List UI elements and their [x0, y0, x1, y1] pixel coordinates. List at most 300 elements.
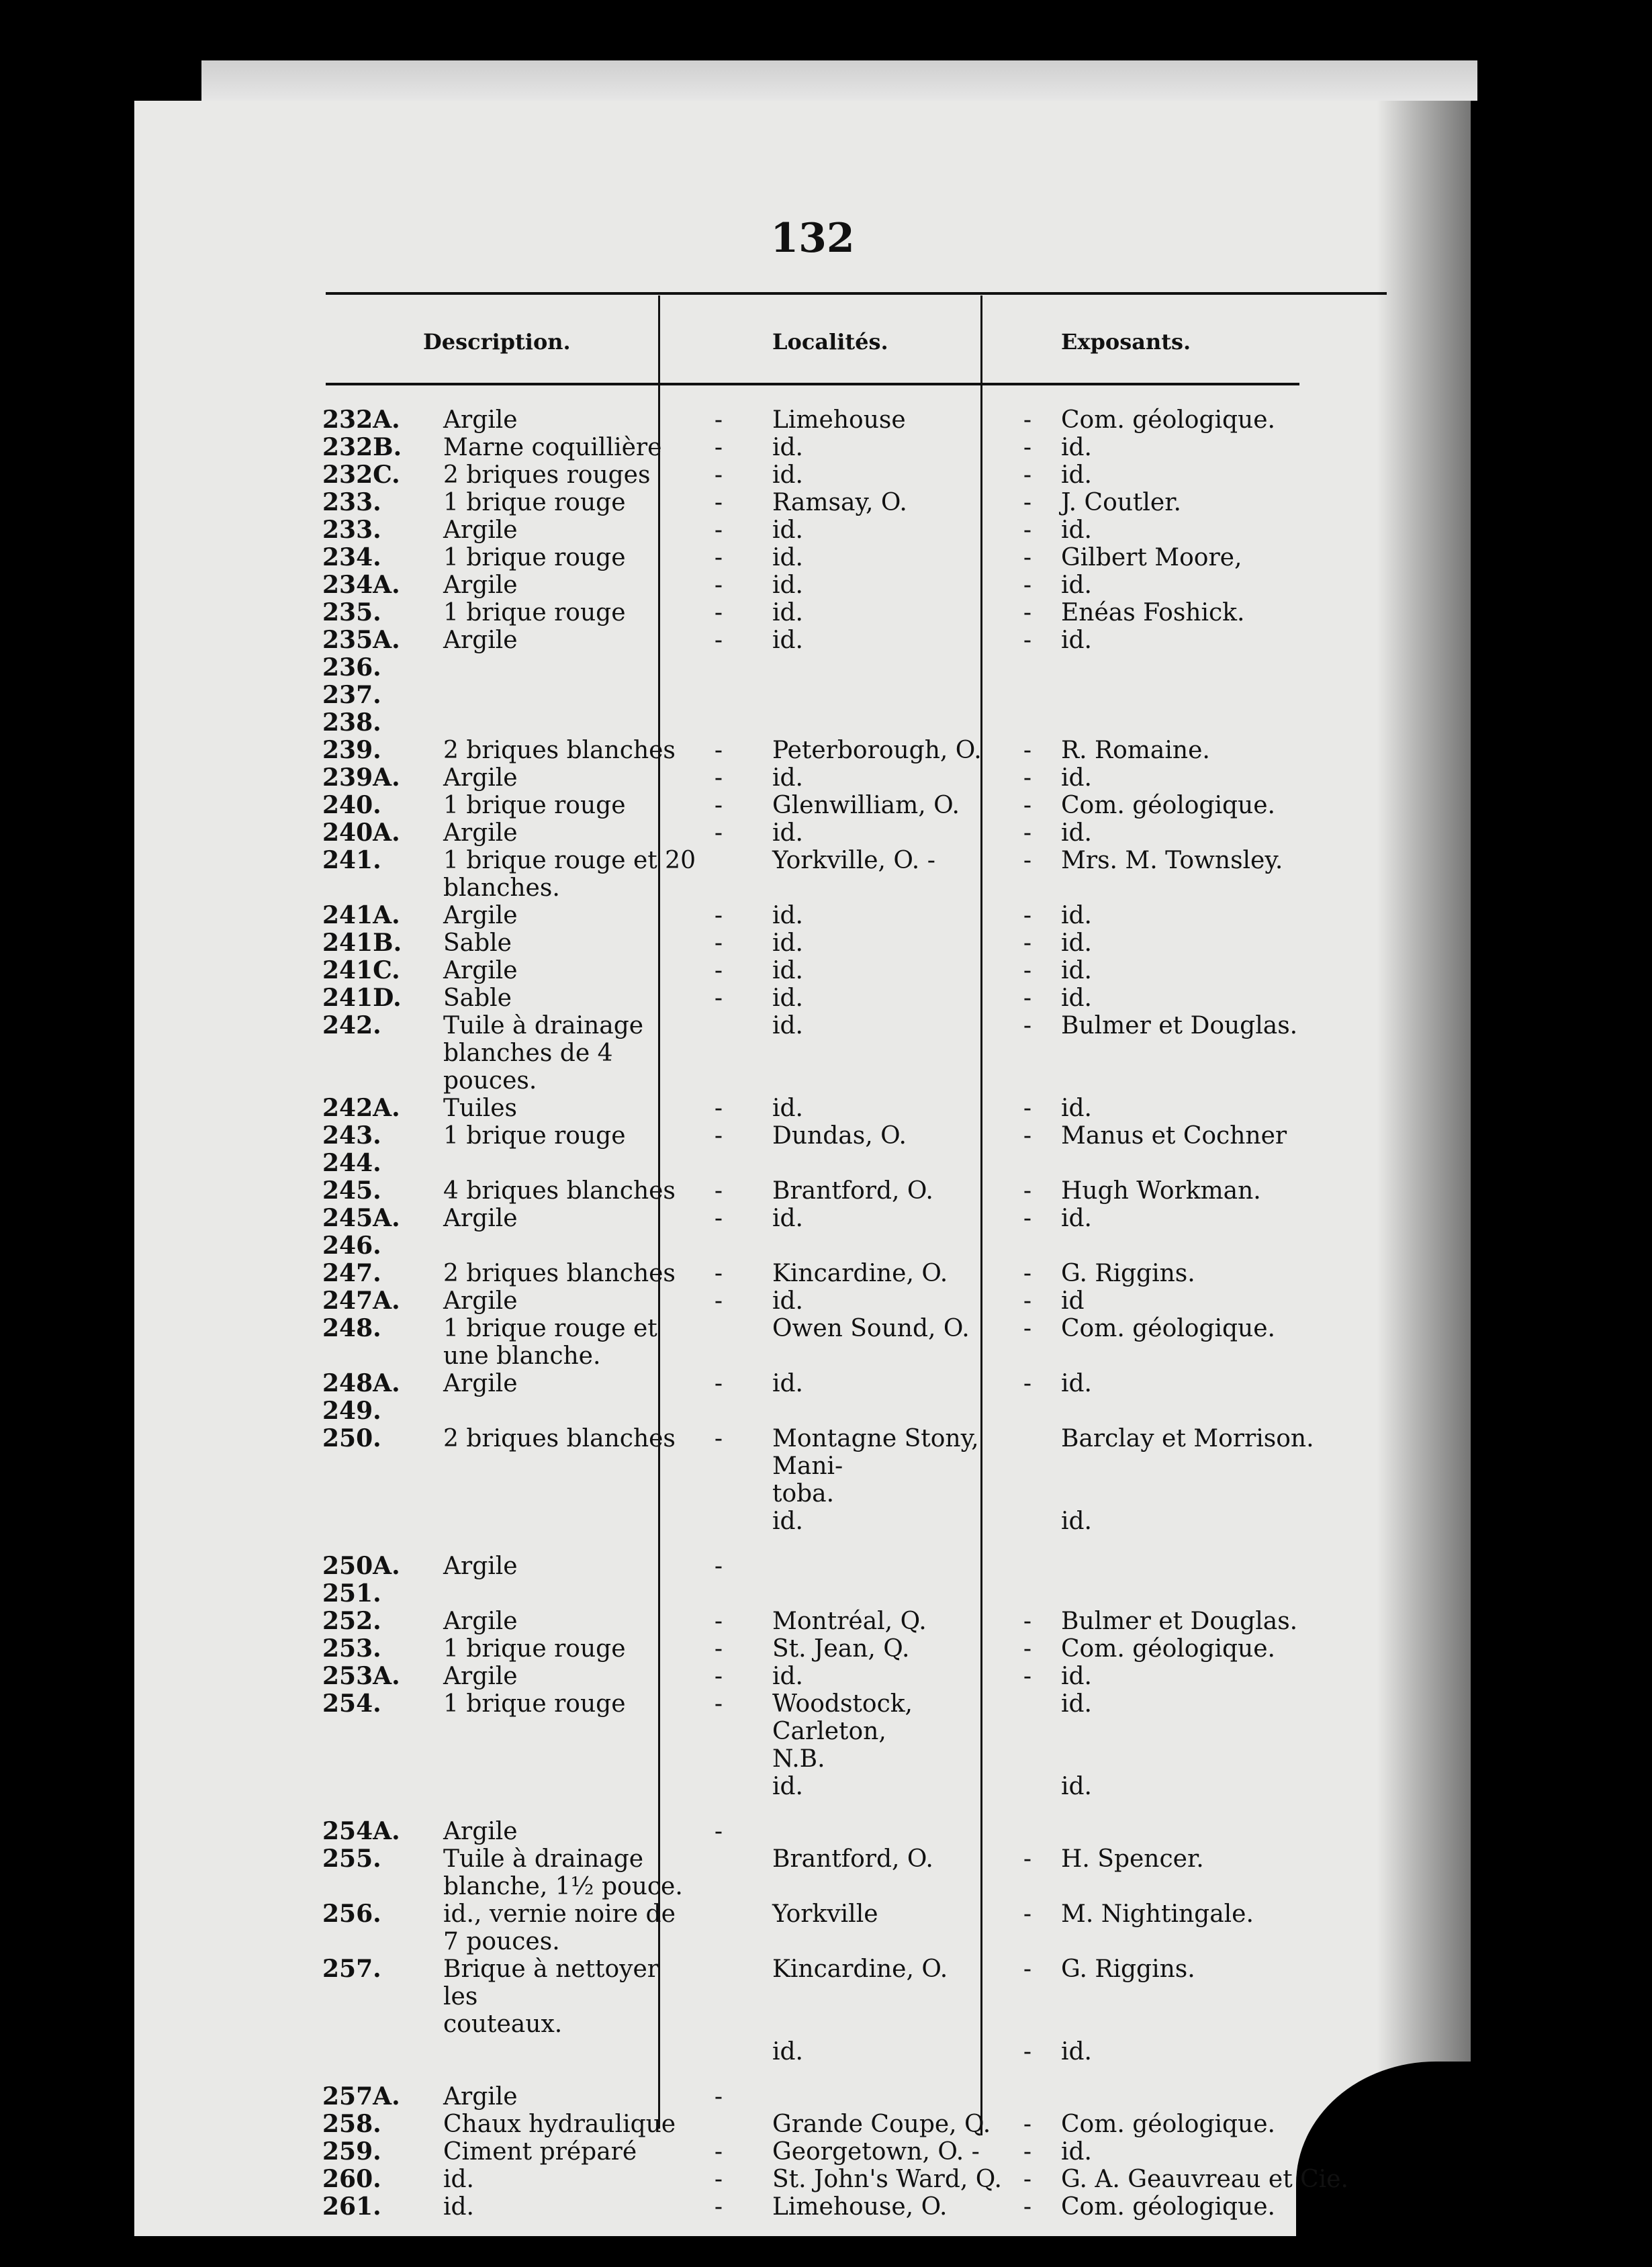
- entry-number: 249.: [322, 1397, 381, 1425]
- entry-number: 257A.: [322, 2082, 400, 2111]
- table-row: [134, 819, 1471, 847]
- entry-exhibitor: Gilbert Moore,: [1061, 544, 1242, 571]
- entry-dash: -: [714, 1095, 723, 1122]
- entry-number: 241A.: [322, 901, 400, 929]
- table-row: [134, 1150, 1471, 1177]
- entry-dash: -: [714, 544, 723, 571]
- entry-exhibitor: id.: [1061, 819, 1093, 847]
- table-row: [134, 1205, 1471, 1232]
- table-row: [134, 544, 1471, 571]
- table-row: [134, 2166, 1471, 2193]
- entry-number: 257.: [322, 1955, 381, 1983]
- table-row: [134, 984, 1471, 1012]
- entry-number: 251.: [322, 1579, 381, 1608]
- entry-locality: id.: [772, 819, 804, 847]
- entry-dash: -: [1023, 1955, 1032, 1983]
- entry-locality: id.: [772, 461, 804, 489]
- entry-dash: -: [1023, 1900, 1032, 1928]
- table-row: [134, 764, 1471, 792]
- entry-locality: St. John's Ward, Q.: [772, 2166, 1002, 2193]
- entry-dash: -: [1023, 1260, 1032, 1287]
- entry-dash: -: [1023, 764, 1032, 792]
- entry-description: Tuile à drainage blanche, 1½ pouce.: [443, 1845, 683, 1900]
- table-row: [134, 1370, 1471, 1397]
- entry-dash: -: [714, 984, 723, 1012]
- table-row: [134, 489, 1471, 516]
- table-row: [134, 1663, 1471, 1690]
- entry-locality: Woodstock, Carleton, N.B.: [772, 1690, 913, 1773]
- entry-dash: -: [714, 406, 723, 434]
- entry-description: Sable: [443, 984, 512, 1012]
- entry-description: 1 brique rouge: [443, 489, 626, 516]
- entry-description: id.: [443, 2193, 475, 2221]
- entry-locality: id.: [772, 984, 804, 1012]
- entry-locality: Kincardine, O.: [772, 1955, 948, 1983]
- page-edge-strip: [201, 60, 1477, 101]
- entry-exhibitor: Com. géologique.: [1061, 1635, 1275, 1663]
- entry-dash: -: [714, 1690, 723, 1718]
- table-row: [134, 2038, 1471, 2066]
- entry-number: 233.: [322, 488, 381, 516]
- entry-exhibitor: Bulmer et Douglas.: [1061, 1608, 1298, 1635]
- entry-locality: id.: [772, 434, 804, 461]
- table-row: [134, 1397, 1471, 1425]
- entry-dash: -: [1023, 1845, 1032, 1873]
- entry-locality: Owen Sound, O.: [772, 1315, 970, 1342]
- entry-locality: Glenwilliam, O.: [772, 792, 960, 819]
- entry-dash: -: [1023, 1287, 1032, 1315]
- entry-exhibitor: M. Nightingale.: [1061, 1900, 1254, 1928]
- entry-description: Argile: [443, 1553, 518, 1580]
- entry-exhibitor: G. Riggins.: [1061, 1260, 1195, 1287]
- entry-description: Argile: [443, 627, 518, 654]
- table-row: [134, 1818, 1471, 1845]
- entry-exhibitor: G. A. Geauvreau et Cie.: [1061, 2166, 1348, 2193]
- entry-dash: -: [714, 516, 723, 544]
- entry-exhibitor: id.: [1061, 1205, 1093, 1232]
- entry-number: 241C.: [322, 956, 400, 984]
- entry-dash: -: [714, 489, 723, 516]
- entry-dash: -: [1023, 1315, 1032, 1342]
- entry-dash: -: [1023, 1095, 1032, 1122]
- table-row: [134, 599, 1471, 627]
- entry-number: 233.: [322, 516, 381, 544]
- entry-locality: id.: [772, 957, 804, 984]
- entry-number: 235.: [322, 598, 381, 627]
- entry-locality: id.: [772, 599, 804, 627]
- entry-exhibitor: G. Riggins.: [1061, 1955, 1195, 1983]
- entry-number: 259.: [322, 2137, 381, 2166]
- entry-description: Sable: [443, 929, 512, 957]
- entry-dash: -: [714, 957, 723, 984]
- table-row: [134, 1260, 1471, 1287]
- entry-exhibitor: id.: [1061, 764, 1093, 792]
- entry-locality: St. Jean, Q.: [772, 1635, 910, 1663]
- entry-locality: id.: [772, 1370, 804, 1397]
- entry-description: 1 brique rouge: [443, 1690, 626, 1718]
- entry-exhibitor: Mrs. M. Townsley.: [1061, 847, 1283, 874]
- entry-number: 232B.: [322, 433, 402, 461]
- entry-number: 234.: [322, 543, 381, 571]
- entry-number: 237.: [322, 681, 381, 709]
- entry-number: 254A.: [322, 1817, 400, 1845]
- entry-description: 1 brique rouge: [443, 544, 626, 571]
- entry-dash: -: [714, 1205, 723, 1232]
- entry-locality: Peterborough, O.: [772, 737, 982, 764]
- table-row: [134, 2111, 1471, 2138]
- header-bottom-rule: [326, 383, 1299, 385]
- table-row: [134, 461, 1471, 489]
- entry-number: 245A.: [322, 1204, 400, 1232]
- header-description: Description.: [423, 329, 571, 355]
- entry-exhibitor: Com. géologique.: [1061, 2111, 1275, 2138]
- table-row: [134, 627, 1471, 654]
- entry-locality: id.: [772, 1095, 804, 1122]
- entry-dash: -: [1023, 516, 1032, 544]
- entry-locality: Dundas, O.: [772, 1122, 907, 1150]
- entry-number: 248.: [322, 1314, 381, 1342]
- entry-dash: -: [1023, 1122, 1032, 1150]
- entry-dash: -: [1023, 2193, 1032, 2221]
- entry-exhibitor: id.: [1061, 1370, 1093, 1397]
- entry-exhibitor: Manus et Cochner: [1061, 1122, 1287, 1150]
- table-row: [134, 406, 1471, 434]
- entry-exhibitor: id: [1061, 1287, 1085, 1315]
- table-row: [134, 847, 1471, 902]
- entry-exhibitor: id.: [1061, 627, 1093, 654]
- entry-locality: Limehouse: [772, 406, 906, 434]
- entry-description: Argile: [443, 902, 518, 929]
- entry-locality: id.: [772, 544, 804, 571]
- entry-exhibitor: id.: [1061, 571, 1093, 599]
- entry-exhibitor: H. Spencer.: [1061, 1845, 1204, 1873]
- entry-description: Argile: [443, 571, 518, 599]
- page-sheet: [134, 101, 1471, 2236]
- table-row: [134, 1287, 1471, 1315]
- entry-locality: Kincardine, O.: [772, 1260, 948, 1287]
- entry-dash: -: [714, 1425, 723, 1452]
- entry-number: 244.: [322, 1149, 381, 1177]
- entry-locality: id.: [772, 2038, 804, 2066]
- entry-dash: -: [714, 1260, 723, 1287]
- entry-locality: Montréal, Q.: [772, 1608, 927, 1635]
- entry-number: 255.: [322, 1845, 381, 1873]
- entry-dash: -: [1023, 984, 1032, 1012]
- header-top-rule: [326, 292, 1387, 295]
- table-row: [134, 516, 1471, 544]
- entry-dash: -: [714, 2083, 723, 2111]
- table-row: [134, 709, 1471, 737]
- entry-dash: -: [1023, 2111, 1032, 2138]
- entry-description: 2 briques rouges: [443, 461, 651, 489]
- entry-number: 254.: [322, 1690, 381, 1718]
- entry-dash: -: [714, 792, 723, 819]
- table-row: [134, 1845, 1471, 1900]
- entry-number: 243.: [322, 1121, 381, 1150]
- table-row: [134, 1900, 1471, 1955]
- entry-locality: Yorkville: [772, 1900, 878, 1928]
- entry-dash: -: [714, 737, 723, 764]
- entry-dash: -: [1023, 489, 1032, 516]
- entry-dash: -: [714, 1553, 723, 1580]
- entry-exhibitor: id.: [1061, 2138, 1093, 2166]
- entry-dash: -: [714, 929, 723, 957]
- entry-exhibitor: id.: [1061, 1095, 1093, 1122]
- entry-dash: -: [1023, 929, 1032, 957]
- table-row: [134, 682, 1471, 709]
- entry-description: Argile: [443, 516, 518, 544]
- entry-number: 240A.: [322, 819, 400, 847]
- entry-locality: Montagne Stony, Mani- toba.: [772, 1425, 979, 1508]
- entry-exhibitor: Bulmer et Douglas.: [1061, 1012, 1298, 1039]
- entry-locality: id.: [772, 516, 804, 544]
- entry-description: 1 brique rouge: [443, 792, 626, 819]
- entry-exhibitor: Com. géologique.: [1061, 1315, 1275, 1342]
- entry-number: 250.: [322, 1424, 381, 1452]
- entry-dash: -: [1023, 461, 1032, 489]
- entry-number: 248A.: [322, 1369, 400, 1397]
- entry-dash: -: [714, 1177, 723, 1205]
- entry-locality: Brantford, O.: [772, 1177, 933, 1205]
- entry-dash: -: [714, 1287, 723, 1315]
- entry-locality: Grande Coupe, Q.: [772, 2111, 991, 2138]
- entry-number: 261.: [322, 2192, 381, 2221]
- entry-number: 238.: [322, 708, 381, 737]
- entry-locality: id.: [772, 627, 804, 654]
- entry-number: 260.: [322, 2165, 381, 2193]
- table-row: [134, 1580, 1471, 1608]
- entry-dash: -: [1023, 434, 1032, 461]
- table-row: [134, 737, 1471, 764]
- entry-dash: -: [714, 571, 723, 599]
- table-row: [134, 1425, 1471, 1508]
- entry-dash: -: [714, 1635, 723, 1663]
- entry-locality: id.: [772, 902, 804, 929]
- entry-number: 232C.: [322, 461, 400, 489]
- entry-number: 232A.: [322, 406, 400, 434]
- entry-number: 239A.: [322, 764, 400, 792]
- entry-locality: id.: [772, 1012, 804, 1039]
- entry-dash: -: [1023, 571, 1032, 599]
- entry-dash: -: [1023, 957, 1032, 984]
- entry-locality: id.: [772, 1773, 804, 1800]
- entry-dash: -: [1023, 737, 1032, 764]
- entry-dash: -: [714, 599, 723, 627]
- entry-number: 253A.: [322, 1662, 400, 1690]
- table-row: [134, 1177, 1471, 1205]
- entry-dash: -: [714, 461, 723, 489]
- table-row: [134, 1608, 1471, 1635]
- entry-dash: -: [1023, 819, 1032, 847]
- table-row: [134, 571, 1471, 599]
- entry-dash: -: [1023, 1370, 1032, 1397]
- entry-dash: -: [714, 1608, 723, 1635]
- header-exhibitor: Exposants.: [1061, 329, 1191, 355]
- entry-exhibitor: id.: [1061, 434, 1093, 461]
- table-row: [134, 1508, 1471, 1535]
- entry-number: 242A.: [322, 1094, 400, 1122]
- entry-number: 253.: [322, 1634, 381, 1663]
- entry-exhibitor: Enéas Foshick.: [1061, 599, 1245, 627]
- entry-description: 1 brique rouge et 20 blanches.: [443, 847, 696, 902]
- entry-dash: -: [1023, 1635, 1032, 1663]
- entry-locality: id.: [772, 1205, 804, 1232]
- entry-description: Tuile à drainage blanches de 4 pouces.: [443, 1012, 644, 1095]
- entry-exhibitor: id.: [1061, 461, 1093, 489]
- entry-dash: -: [1023, 2138, 1032, 2166]
- entry-locality: id.: [772, 1508, 804, 1535]
- entry-exhibitor: J. Coutler.: [1061, 489, 1181, 516]
- entry-exhibitor: Hugh Workman.: [1061, 1177, 1261, 1205]
- entry-dash: -: [1023, 792, 1032, 819]
- entry-description: Brique à nettoyer les couteaux.: [443, 1955, 659, 2038]
- table-row: [134, 902, 1471, 929]
- entry-dash: -: [1023, 1177, 1032, 1205]
- table-row: [134, 2193, 1471, 2221]
- entry-description: Argile: [443, 1818, 518, 1845]
- entry-locality: id.: [772, 1663, 804, 1690]
- entry-number: 252.: [322, 1607, 381, 1635]
- table-row: [134, 1773, 1471, 1800]
- entry-exhibitor: id.: [1061, 1508, 1093, 1535]
- entry-locality: id.: [772, 929, 804, 957]
- entry-number: 240.: [322, 791, 381, 819]
- entry-number: 246.: [322, 1232, 381, 1260]
- entry-dash: -: [1023, 1012, 1032, 1039]
- entry-description: Argile: [443, 1287, 518, 1315]
- entry-description: id.: [443, 2166, 475, 2193]
- entry-number: 241B.: [322, 929, 402, 957]
- entry-dash: -: [1023, 544, 1032, 571]
- entry-exhibitor: id.: [1061, 2038, 1093, 2066]
- entry-locality: Yorkville, O. -: [772, 847, 935, 874]
- entry-dash: -: [1023, 1663, 1032, 1690]
- table-row: [134, 1315, 1471, 1370]
- entry-locality: Ramsay, O.: [772, 489, 907, 516]
- entry-exhibitor: id.: [1061, 984, 1093, 1012]
- table-row: [134, 957, 1471, 984]
- entry-exhibitor: Barclay et Morrison.: [1061, 1425, 1314, 1452]
- entry-number: 250A.: [322, 1552, 400, 1580]
- entry-exhibitor: id.: [1061, 957, 1093, 984]
- entry-description: 2 briques blanches: [443, 1425, 676, 1452]
- table-row: [134, 2138, 1471, 2166]
- entry-locality: id.: [772, 764, 804, 792]
- table-row: [134, 434, 1471, 461]
- entry-description: Argile: [443, 2083, 518, 2111]
- entry-description: 2 briques blanches: [443, 1260, 676, 1287]
- entry-description: 1 brique rouge: [443, 599, 626, 627]
- entry-dash: -: [1023, 1205, 1032, 1232]
- entry-locality: Georgetown, O. -: [772, 2138, 980, 2166]
- entry-number: 258.: [322, 2110, 381, 2138]
- table-row: [134, 1690, 1471, 1773]
- entry-description: id., vernie noire de 7 pouces.: [443, 1900, 676, 1955]
- entry-description: Chaux hydraulique: [443, 2111, 676, 2138]
- entry-dash: -: [714, 1370, 723, 1397]
- table-row: [134, 1635, 1471, 1663]
- entry-dash: -: [714, 434, 723, 461]
- entry-dash: -: [1023, 627, 1032, 654]
- entry-dash: -: [1023, 902, 1032, 929]
- entry-number: 236.: [322, 653, 381, 682]
- entry-description: Tuiles: [443, 1095, 518, 1122]
- entry-exhibitor: id.: [1061, 1663, 1093, 1690]
- page-number: 132: [770, 215, 855, 262]
- entry-dash: -: [1023, 2038, 1032, 2066]
- table-row: [134, 1095, 1471, 1122]
- entry-exhibitor: Com. géologique.: [1061, 406, 1275, 434]
- table-row: [134, 1955, 1471, 2038]
- entry-exhibitor: id.: [1061, 516, 1093, 544]
- entry-number: 247.: [322, 1259, 381, 1287]
- table-row: [134, 792, 1471, 819]
- entry-number: 239.: [322, 736, 381, 764]
- catalog-table: [134, 406, 1471, 2221]
- entry-description: Argile: [443, 1370, 518, 1397]
- entry-locality: Brantford, O.: [772, 1845, 933, 1873]
- table-row: [134, 929, 1471, 957]
- entry-locality: Limehouse, O.: [772, 2193, 948, 2221]
- entry-number: 247A.: [322, 1287, 400, 1315]
- entry-description: 1 brique rouge et une blanche.: [443, 1315, 657, 1370]
- table-row: [134, 1012, 1471, 1095]
- entry-exhibitor: Com. géologique.: [1061, 792, 1275, 819]
- entry-description: Argile: [443, 406, 518, 434]
- entry-description: 4 briques blanches: [443, 1177, 676, 1205]
- entry-number: 241D.: [322, 984, 402, 1012]
- entry-dash: -: [714, 902, 723, 929]
- table-row: [134, 654, 1471, 682]
- entry-number: 235A.: [322, 626, 400, 654]
- entry-dash: -: [714, 627, 723, 654]
- entry-description: Marne coquillière: [443, 434, 662, 461]
- entry-dash: -: [714, 2138, 723, 2166]
- entry-description: 1 brique rouge: [443, 1635, 626, 1663]
- entry-exhibitor: id.: [1061, 1773, 1093, 1800]
- entry-dash: -: [714, 1663, 723, 1690]
- entry-locality: id.: [772, 1287, 804, 1315]
- entry-dash: -: [714, 2193, 723, 2221]
- table-row: [134, 1122, 1471, 1150]
- entry-description: Argile: [443, 1663, 518, 1690]
- entry-number: 242.: [322, 1011, 381, 1039]
- header-locality: Localités.: [772, 329, 888, 355]
- entry-exhibitor: id.: [1061, 1690, 1093, 1718]
- entry-exhibitor: id.: [1061, 902, 1093, 929]
- entry-dash: -: [1023, 847, 1032, 874]
- entry-exhibitor: Com. géologique.: [1061, 2193, 1275, 2221]
- entry-dash: -: [1023, 406, 1032, 434]
- entry-description: Argile: [443, 764, 518, 792]
- entry-dash: -: [1023, 599, 1032, 627]
- entry-description: Argile: [443, 957, 518, 984]
- entry-locality: id.: [772, 571, 804, 599]
- entry-description: Argile: [443, 1205, 518, 1232]
- entry-dash: -: [714, 764, 723, 792]
- entry-exhibitor: id.: [1061, 929, 1093, 957]
- entry-number: 245.: [322, 1176, 381, 1205]
- table-row: [134, 2083, 1471, 2111]
- entry-description: 1 brique rouge: [443, 1122, 626, 1150]
- entry-dash: -: [1023, 1608, 1032, 1635]
- table-row: [134, 1553, 1471, 1580]
- table-row: [134, 1232, 1471, 1260]
- entry-number: 241.: [322, 846, 381, 874]
- entry-dash: -: [714, 1122, 723, 1150]
- entry-dash: -: [714, 2166, 723, 2193]
- entry-description: Ciment préparé: [443, 2138, 637, 2166]
